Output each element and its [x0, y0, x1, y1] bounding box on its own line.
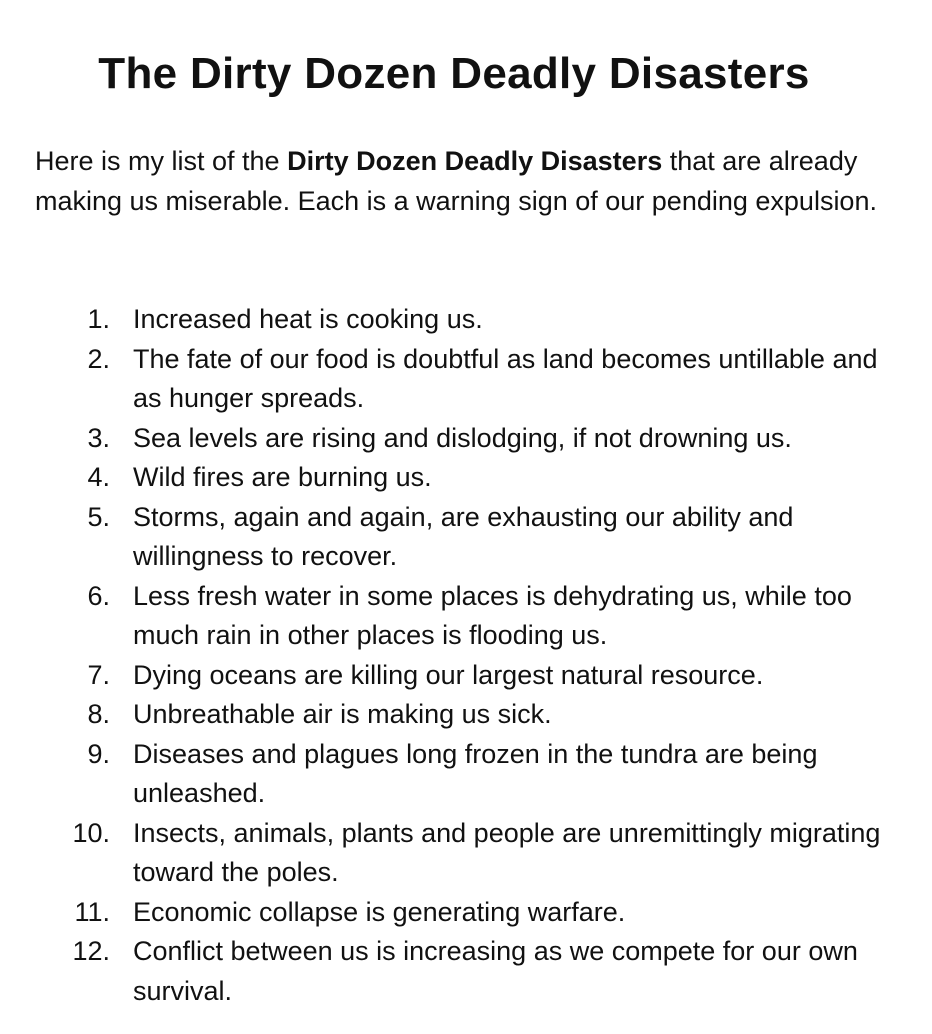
- list-item: [0, 419, 932, 459]
- list-item: [0, 577, 932, 656]
- list-item-text: Storms, again and again, are exhausting our ability and willingness to recover.: [133, 501, 794, 571]
- intro-text-bold: Dirty Dozen Deadly Disasters: [287, 146, 663, 176]
- list-item-number: 2.: [87, 343, 110, 374]
- list-item-number: 3.: [87, 422, 110, 453]
- list-item-number: 9.: [87, 738, 110, 769]
- list-item: [0, 458, 932, 498]
- list-item-number: 7.: [87, 659, 110, 690]
- list-item-text: Unbreathable air is making us sick.: [133, 699, 552, 729]
- intro-text-before: Here is my list of the: [35, 146, 288, 176]
- list-item-number: 12.: [72, 936, 110, 966]
- list-item: [0, 735, 932, 814]
- list-item: [0, 340, 932, 419]
- list-item-text: Less fresh water in some places is dehydrating us, while too much rain in other places is flooding us.: [133, 580, 852, 650]
- list-item: [0, 932, 932, 1011]
- list-item: [0, 498, 932, 577]
- list-item-text: Increased heat is cooking us.: [133, 304, 483, 334]
- list-item-text: Diseases and plagues long frozen in the tundra are being unleashed.: [133, 738, 818, 808]
- list-item-number: 8.: [87, 699, 110, 729]
- list-item-text: Conflict between us is increasing as we compete for our own survival.: [133, 936, 858, 1006]
- list-item-number: 10.: [72, 817, 110, 848]
- list-item-number: 4.: [87, 462, 110, 492]
- list-item: [0, 656, 932, 696]
- page-title: The Dirty Dozen Deadly Disasters: [98, 49, 810, 98]
- list-item-text: Dying oceans are killing our largest natural resource.: [133, 659, 764, 690]
- list-item-number: 5.: [87, 501, 110, 532]
- list-item-text: Insects, animals, plants and people are unremittingly migrating toward the poles.: [133, 817, 881, 887]
- list-item-number: 1.: [87, 304, 110, 334]
- disaster-list: [0, 300, 932, 1011]
- intro-text-after: that are already making us miserable. Each is a warning sign of our pending expulsion.: [35, 146, 877, 216]
- intro-paragraph: [35, 141, 895, 221]
- list-item: [0, 300, 932, 340]
- list-item-text: The fate of our food is doubtful as land becomes untillable and as hunger spreads.: [133, 343, 878, 413]
- list-item-text: Wild fires are burning us.: [133, 462, 432, 492]
- list-item-text: Sea levels are rising and dislodging, if not drowning us.: [133, 422, 792, 453]
- list-item: [0, 893, 932, 933]
- list-item-text: Economic collapse is generating warfare.: [133, 896, 626, 927]
- list-item: [0, 695, 932, 735]
- list-item-number: 11.: [74, 896, 110, 927]
- list-item-number: 6.: [87, 580, 110, 611]
- list-item: [0, 814, 932, 893]
